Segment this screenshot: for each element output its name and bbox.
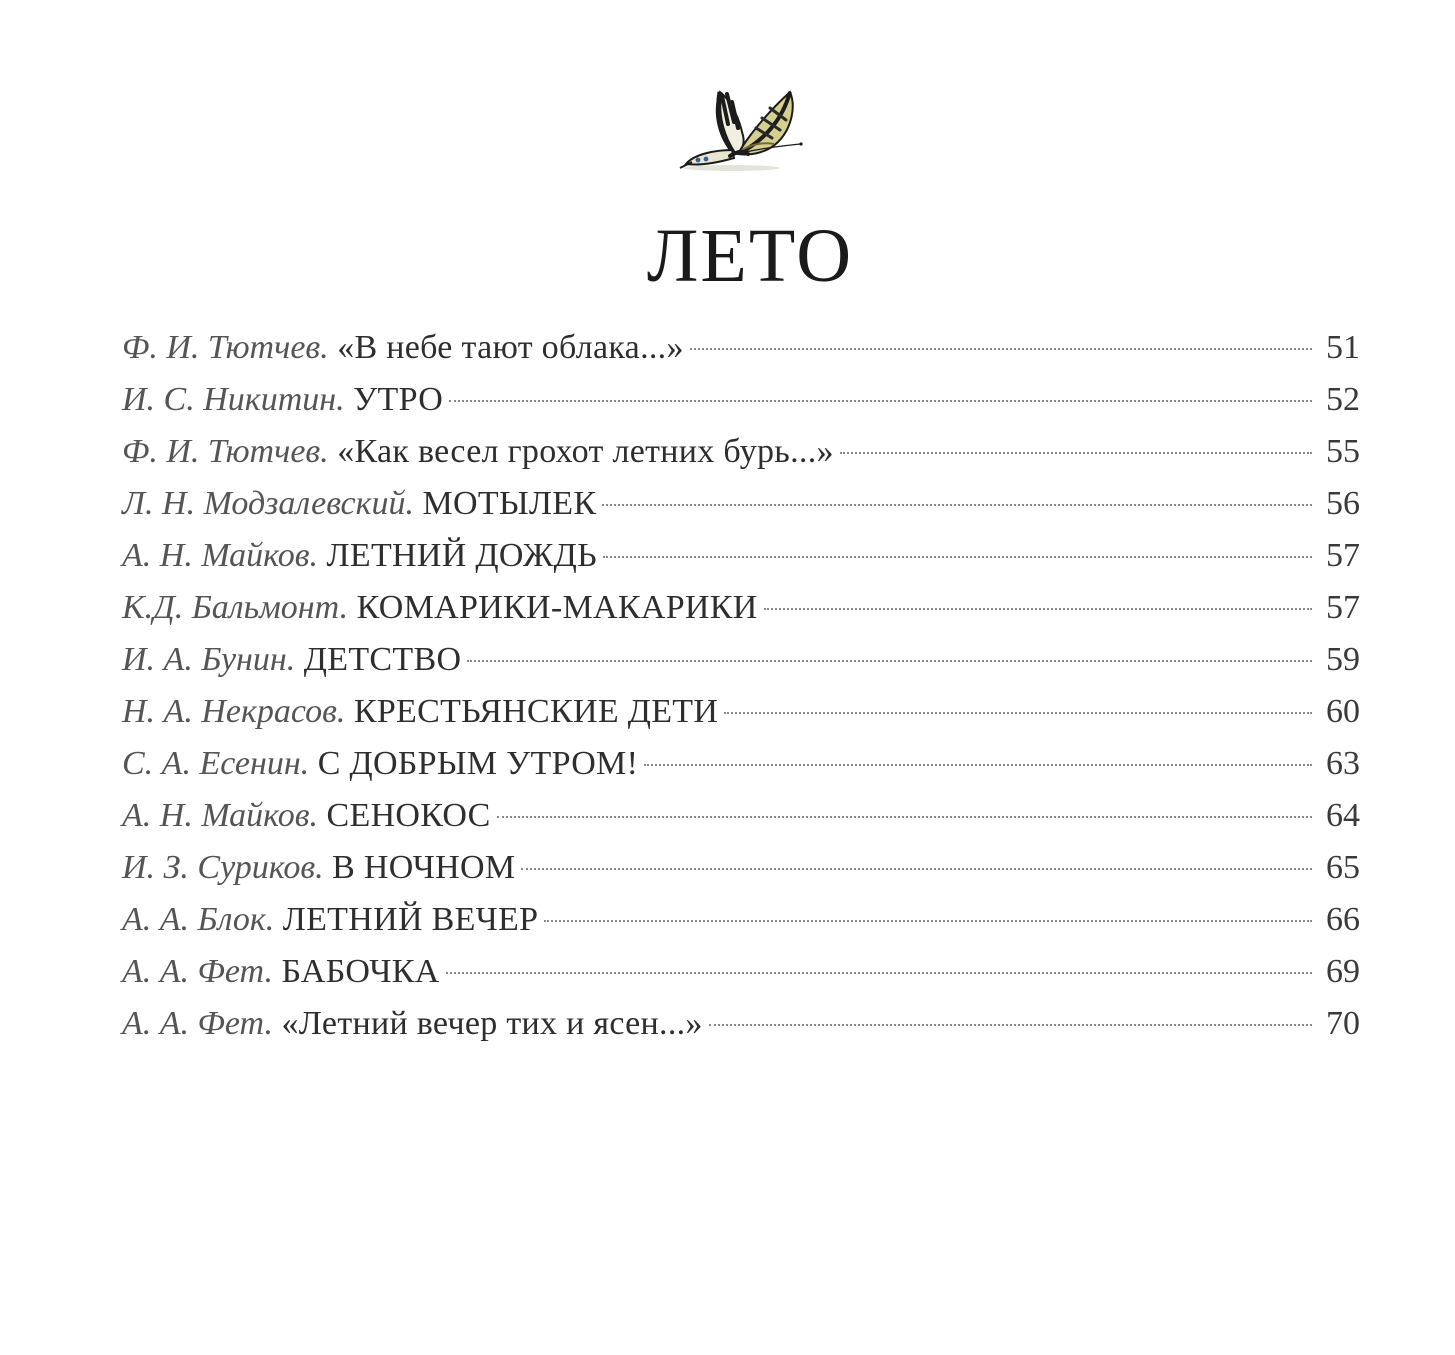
toc-author: К.Д. Бальмонт. [122, 589, 349, 626]
toc-title: МОТЫЛЕК [422, 485, 597, 522]
toc-entry[interactable] [122, 374, 1360, 426]
toc-page-number: 65 [1326, 849, 1360, 886]
table-of-contents [122, 322, 1360, 1050]
toc-dot-leader [602, 504, 1312, 506]
toc-entry[interactable] [122, 738, 1360, 790]
toc-page-number: 51 [1326, 329, 1360, 366]
toc-dot-leader [446, 972, 1312, 974]
toc-separator [295, 634, 304, 686]
toc-page-number: 70 [1326, 1005, 1360, 1042]
toc-dot-leader [603, 556, 1312, 558]
toc-separator [318, 790, 327, 842]
toc-entry[interactable] [122, 894, 1360, 946]
toc-entry[interactable] [122, 998, 1360, 1050]
toc-dot-leader [709, 1024, 1312, 1026]
toc-dot-leader [840, 452, 1312, 454]
toc-page-number: 52 [1326, 381, 1360, 418]
toc-title: С ДОБРЫМ УТРОМ! [317, 745, 639, 782]
toc-separator [329, 322, 338, 374]
toc-title: БАБОЧКА [281, 953, 440, 990]
toc-dot-leader [467, 660, 1312, 662]
toc-title: ДЕТСТВО [303, 641, 462, 678]
toc-dot-leader [497, 816, 1312, 818]
toc-author: Ф. И. Тютчев. [122, 433, 329, 470]
toc-title: ЛЕТНИЙ ДОЖДЬ [326, 537, 597, 574]
toc-author: А. А. Фет. [122, 953, 273, 990]
toc-title: ЛЕТНИЙ ВЕЧЕР [282, 901, 539, 938]
toc-entry[interactable] [122, 322, 1360, 374]
toc-title: КОМАРИКИ-МАКАРИКИ [356, 589, 758, 626]
toc-entry[interactable] [122, 790, 1360, 842]
toc-page-number: 57 [1326, 589, 1360, 626]
toc-author: И. С. Никитин. [122, 381, 345, 418]
toc-separator [345, 686, 354, 738]
toc-entry[interactable] [122, 686, 1360, 738]
toc-page-number: 55 [1326, 433, 1360, 470]
toc-dot-leader [449, 400, 1312, 402]
toc-author: Н. А. Некрасов. [122, 693, 346, 730]
toc-title: КРЕСТЬЯНСКИЕ ДЕТИ [353, 693, 719, 730]
toc-separator [273, 946, 282, 998]
toc-author: Ф. И. Тютчев. [122, 329, 329, 366]
toc-separator [414, 478, 423, 530]
toc-page-number: 56 [1326, 485, 1360, 522]
toc-title: «Как весел грохот летних бурь...» [337, 433, 834, 470]
toc-title: УТРО [353, 381, 444, 418]
toc-entry[interactable] [122, 634, 1360, 686]
toc-separator [324, 842, 333, 894]
toc-author: А. А. Фет. [122, 1005, 273, 1042]
toc-author: С. А. Есенин. [122, 745, 310, 782]
toc-page-number: 59 [1326, 641, 1360, 678]
toc-page-number: 66 [1326, 901, 1360, 938]
toc-author: А. А. Блок. [122, 901, 275, 938]
toc-entry[interactable] [122, 582, 1360, 634]
toc-title: В НОЧНОМ [332, 849, 516, 886]
toc-dot-leader [764, 608, 1312, 610]
toc-entry[interactable] [122, 842, 1360, 894]
toc-author: И. А. Бунин. [122, 641, 296, 678]
toc-page-number: 60 [1326, 693, 1360, 730]
toc-entry[interactable] [122, 426, 1360, 478]
butterfly-icon [672, 84, 822, 180]
toc-dot-leader [544, 920, 1312, 922]
toc-author: И. З. Суриков. [122, 849, 324, 886]
toc-page-number: 57 [1326, 537, 1360, 574]
toc-separator [329, 426, 338, 478]
toc-dot-leader [690, 348, 1312, 350]
toc-separator [309, 738, 318, 790]
toc-author: Л. Н. Модзалевский. [122, 485, 415, 522]
toc-separator [274, 894, 283, 946]
toc-dot-leader [724, 712, 1312, 714]
toc-author: А. Н. Майков. [122, 797, 319, 834]
toc-author: А. Н. Майков. [122, 537, 319, 574]
toc-dot-leader [521, 868, 1312, 870]
toc-entry[interactable] [122, 946, 1360, 998]
toc-entry[interactable] [122, 530, 1360, 582]
toc-title: «Летний вечер тих и ясен...» [281, 1005, 703, 1042]
section-title: ЛЕТО [646, 214, 854, 298]
toc-entry[interactable] [122, 478, 1360, 530]
toc-page-number: 69 [1326, 953, 1360, 990]
toc-separator [273, 998, 282, 1050]
toc-page-number: 64 [1326, 797, 1360, 834]
toc-separator [318, 530, 327, 582]
toc-title: «В небе тают облака...» [337, 329, 684, 366]
toc-title: СЕНОКОС [326, 797, 491, 834]
toc-page-number: 63 [1326, 745, 1360, 782]
toc-dot-leader [644, 764, 1312, 766]
toc-separator [345, 374, 354, 426]
toc-separator [348, 582, 357, 634]
